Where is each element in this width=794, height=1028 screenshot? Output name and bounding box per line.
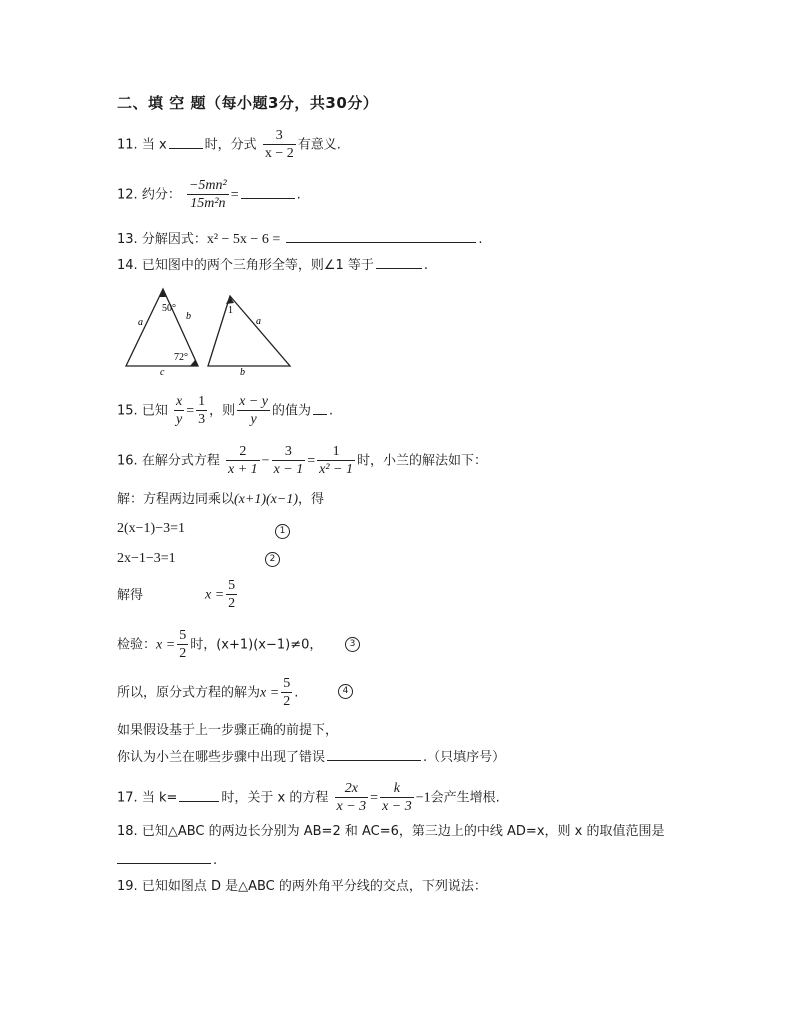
fraction-numerator: 3 [275, 128, 283, 143]
fraction [177, 628, 188, 662]
question-text: 已知图中的两个三角形全等，则∠1 等于 [141, 258, 374, 273]
question-13 [117, 229, 483, 249]
answer-blank [286, 229, 476, 243]
question-number: 11. [117, 137, 138, 153]
question-number: 12. [117, 187, 138, 203]
solution-assume [117, 722, 338, 740]
side-label-c: c [160, 367, 165, 378]
question-text: 在解分式方程 [141, 453, 220, 469]
fraction [196, 394, 207, 428]
angle-label-72: 72° [174, 352, 188, 363]
math-expression: (x+1)(x−1) [234, 492, 298, 507]
side-label-b2: b [240, 367, 245, 378]
math-expression: 2(x−1)−3=1 [117, 521, 186, 536]
section-title: 二、填 空 题（每小题3分，共30分） [117, 94, 379, 112]
fraction-denominator: 3 [198, 412, 206, 427]
step-marker-2: 2 [265, 552, 280, 567]
fraction-numerator: x − y [239, 394, 268, 409]
answer-blank [169, 135, 203, 149]
question-text: 当 k= [141, 790, 178, 806]
question-text: 的值为 [272, 403, 312, 419]
solution-text: . [294, 685, 299, 701]
fraction-numerator: 2 [239, 444, 247, 459]
answer-blank [179, 788, 219, 802]
solution-step-2 [117, 550, 176, 568]
equals-sign: = [307, 453, 316, 469]
question-text: . [296, 187, 301, 203]
side-label-b: b [186, 311, 191, 322]
solution-solve [117, 587, 143, 605]
math-expression: x² − 5x − 6 = [206, 232, 281, 247]
fraction-denominator: x − 3 [382, 799, 412, 814]
question-text: . [423, 258, 429, 273]
question-18-answer-line [117, 850, 217, 870]
side-label-a: a [138, 317, 143, 328]
fraction-denominator: x − 1 [273, 462, 304, 477]
question-14 [117, 255, 428, 275]
question-15: 15. 已知 $\frac{x}{y}$ = $\frac{1}{3}$ ，则 $\frac{x - y}{y}$ 的值为 . [117, 394, 334, 427]
minus-sign: − [261, 453, 270, 469]
answer-blank [376, 255, 422, 269]
fraction [226, 444, 260, 478]
angle-label-50: 50° [162, 303, 176, 314]
step-marker-3: 3 [345, 637, 360, 652]
solution-text: 你认为小兰在哪些步骤中出现了错误 [117, 750, 326, 765]
fraction-numerator: k [393, 781, 401, 796]
question-text: 已知△ABC 的两边长分别为 AB=2 和 AC=6，第三边上的中线 AD=x，则 x 的取值范围是 [141, 824, 665, 839]
fraction-numerator: −5mn² [188, 178, 227, 193]
fraction [263, 128, 296, 162]
fraction [174, 394, 184, 428]
solution-text: 如果假设基于上一步骤正确的前提下， [117, 723, 339, 738]
math-expression: x = [205, 587, 225, 603]
fraction-numerator: 3 [284, 444, 292, 459]
question-17 [117, 781, 500, 815]
solution-solve-expr [205, 578, 239, 612]
question-number: 14. [117, 258, 138, 273]
fraction-denominator: y [237, 410, 270, 428]
question-text: 时，小兰的解法如下： [357, 453, 488, 469]
solution-conclusion [117, 676, 298, 710]
triangles-figure [118, 282, 318, 382]
question-text: 时，关于 x 的方程 [221, 790, 329, 806]
fraction-numerator: x [175, 394, 183, 409]
fraction-denominator: x + 1 [227, 462, 258, 477]
answer-blank [117, 850, 211, 864]
solution-text: .（只填序号） [423, 750, 506, 765]
fraction [317, 444, 355, 478]
fraction-denominator: x² − 1 [319, 462, 353, 477]
fraction [226, 578, 237, 612]
question-number: 17. [117, 790, 138, 806]
math-expression: x = [156, 637, 176, 653]
fraction [237, 394, 270, 428]
question-text: 有意义. [297, 137, 341, 153]
question-text: 分解因式： [141, 232, 207, 247]
angle-label-1: 1 [228, 305, 233, 316]
question-text: 已知 [141, 403, 168, 419]
fraction [335, 781, 369, 815]
solution-ask [117, 747, 505, 767]
question-19 [117, 878, 487, 896]
question-text: 时，分式 [204, 137, 257, 153]
question-16 [117, 444, 487, 478]
fraction [272, 444, 306, 478]
question-12 [117, 178, 301, 212]
equals-sign: = [186, 403, 195, 419]
solution-text: 解：方程两边同乘以 [117, 492, 235, 507]
fraction-denominator: y [175, 412, 183, 427]
side-label-a2: a [256, 316, 261, 327]
question-text: . [213, 853, 218, 868]
fraction-numerator: 2x [344, 781, 358, 796]
solution-text: ，得 [298, 492, 325, 507]
math-expression: x = [260, 685, 280, 701]
question-text: 约分： [141, 187, 181, 203]
solution-text: 检验： [117, 637, 157, 653]
question-number: 16. [117, 453, 138, 469]
question-number: 15. [117, 403, 138, 419]
question-18 [117, 823, 664, 841]
solution-check [117, 628, 322, 662]
fraction-denominator: 15m²n [187, 194, 229, 212]
fraction-numerator: 5 [228, 578, 236, 593]
question-11 [117, 128, 341, 162]
math-expression: 2x−1−3=1 [117, 551, 176, 566]
question-number: 18. [117, 824, 138, 839]
question-text: . [478, 232, 483, 247]
fraction-numerator: 1 [198, 394, 206, 409]
fraction-numerator: 5 [283, 676, 291, 691]
answer-blank [313, 401, 327, 415]
fraction-denominator: 2 [228, 596, 236, 611]
answer-blank [327, 747, 421, 761]
solution-text: 时，(x+1)(x−1)≠0， [190, 637, 323, 653]
fraction [281, 676, 292, 710]
math-expression: −1 [415, 790, 431, 806]
fraction-denominator: 2 [283, 694, 291, 709]
question-text: 当 x [141, 137, 167, 153]
solution-line-1 [117, 491, 324, 509]
fraction [380, 781, 414, 815]
fraction-denominator: x − 3 [336, 799, 367, 814]
step-marker-4: 4 [338, 684, 353, 699]
solution-text: 解得 [117, 588, 144, 603]
fraction-denominator: x − 2 [264, 146, 294, 161]
question-number: 13. [117, 232, 138, 247]
solution-text: 所以，原分式方程的解为 [117, 685, 261, 701]
question-text: 会产生增根. [430, 790, 500, 806]
fraction [187, 178, 229, 212]
equals-sign: = [370, 790, 379, 806]
question-text: ，则 [209, 403, 236, 419]
equals-sign: = [230, 187, 239, 203]
fraction-numerator: 1 [332, 444, 340, 459]
fraction-numerator: 5 [179, 628, 187, 643]
fraction-denominator: 2 [179, 646, 187, 661]
solution-step-1 [117, 520, 185, 538]
question-text: 已知如图点 D 是△ABC 的两外角平分线的交点，下列说法： [141, 879, 487, 894]
answer-blank [241, 185, 295, 199]
triangle-right [208, 296, 290, 366]
question-number: 19. [117, 879, 138, 894]
step-marker-1: 1 [275, 524, 290, 539]
